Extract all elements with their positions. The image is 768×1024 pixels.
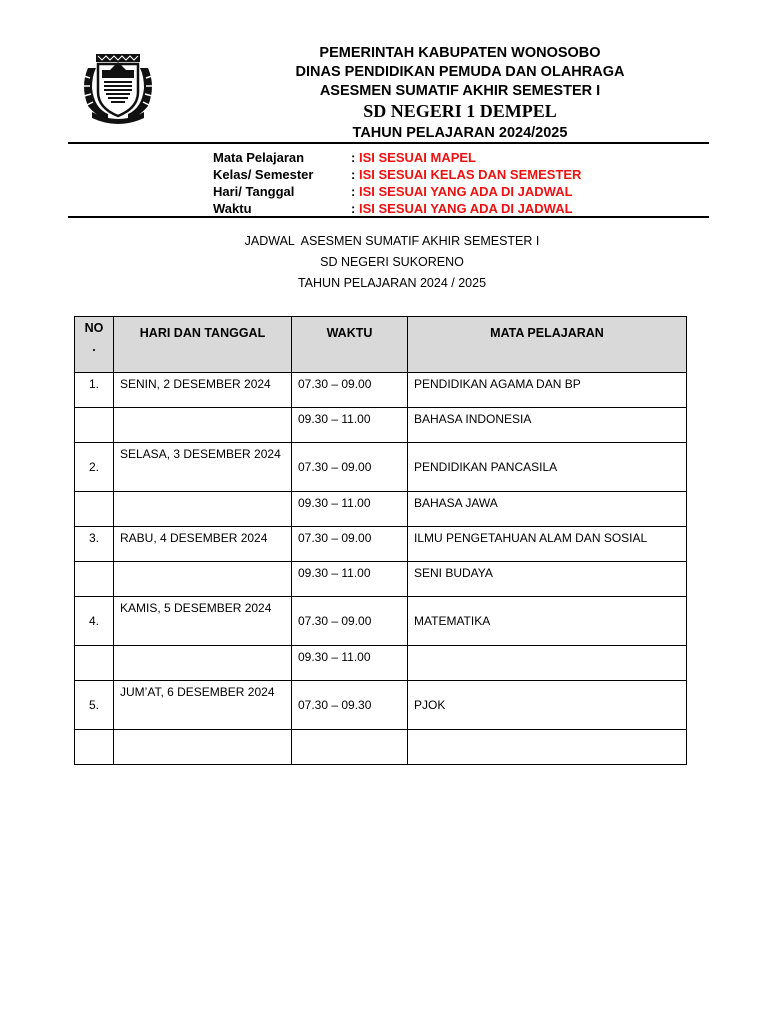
info-value: ISI SESUAI MAPEL: [358, 150, 476, 165]
info-value: ISI SESUAI KELAS DAN SEMESTER: [358, 167, 582, 182]
header-subject: MATA PELAJARAN: [408, 317, 687, 373]
row-subject: BAHASA INDONESIA: [408, 408, 687, 443]
info-row-subject: [213, 149, 581, 166]
exam-name: ASESMEN SUMATIF AKHIR SEMESTER I: [319, 83, 601, 99]
info-colon: :: [351, 167, 356, 182]
row-subject: ILMU PENGETAHUAN ALAM DAN SOSIAL: [408, 527, 687, 562]
table-row: [75, 373, 687, 408]
info-colon: :: [351, 150, 356, 165]
schedule-title-line: JADWAL ASESMEN SUMATIF AKHIR SEMESTER I: [244, 234, 540, 248]
info-row-date: [213, 183, 581, 200]
row-no: [75, 562, 114, 597]
row-day: [114, 730, 292, 765]
row-subject: MATEMATIKA: [408, 597, 687, 646]
row-time: 09.30 – 11.00: [292, 492, 408, 527]
row-day: SENIN, 2 DESEMBER 2024: [114, 373, 292, 408]
row-subject: [408, 646, 687, 681]
header-divider: [68, 142, 709, 144]
row-day: SELASA, 3 DESEMBER 2024: [114, 443, 292, 492]
info-label: Kelas/ Semester: [213, 167, 314, 182]
schedule-table: [74, 316, 687, 765]
row-subject: SENI BUDAYA: [408, 562, 687, 597]
schedule-title: [70, 231, 714, 294]
row-time: 09.30 – 11.00: [292, 646, 408, 681]
row-no: 1.: [75, 373, 114, 408]
header-no: NO .: [75, 317, 114, 373]
row-subject: [408, 730, 687, 765]
row-time: 07.30 – 09.00: [292, 597, 408, 646]
table-row: [75, 408, 687, 443]
info-label: Waktu: [213, 201, 252, 216]
row-no: 5.: [75, 681, 114, 730]
info-divider: [68, 216, 709, 218]
row-time: 09.30 – 11.00: [292, 408, 408, 443]
row-no: [75, 492, 114, 527]
row-no: [75, 408, 114, 443]
row-subject: PJOK: [408, 681, 687, 730]
row-day: KAMIS, 5 DESEMBER 2024: [114, 597, 292, 646]
info-label: Hari/ Tanggal: [213, 184, 295, 199]
table-row: [75, 443, 687, 492]
row-day: [114, 408, 292, 443]
row-subject: BAHASA JAWA: [408, 492, 687, 527]
letterhead: [190, 44, 730, 144]
exam-info: [213, 149, 581, 217]
table-row: [75, 646, 687, 681]
regency-crest-icon: [78, 48, 158, 124]
schedule-year: TAHUN PELAJARAN 2024 / 2025: [297, 276, 487, 290]
row-time: 07.30 – 09.00: [292, 373, 408, 408]
department-name: DINAS PENDIDIKAN PEMUDA DAN OLAHRAGA: [295, 64, 625, 80]
info-row-time: [213, 200, 581, 217]
government-name: PEMERINTAH KABUPATEN WONOSOBO: [319, 45, 601, 61]
row-no: [75, 730, 114, 765]
table-row: [75, 527, 687, 562]
table-row: [75, 597, 687, 646]
table-row: [75, 492, 687, 527]
row-subject: PENDIDIKAN AGAMA DAN BP: [408, 373, 687, 408]
table-row: [75, 562, 687, 597]
row-no: 4.: [75, 597, 114, 646]
table-row: [75, 681, 687, 730]
schedule-school: SD NEGERI SUKORENO: [320, 255, 464, 269]
row-subject: PENDIDIKAN PANCASILA: [408, 443, 687, 492]
row-day: [114, 492, 292, 527]
header-day: HARI DAN TANGGAL: [114, 317, 292, 373]
info-value: ISI SESUAI YANG ADA DI JADWAL: [358, 184, 573, 199]
table-header-row: [75, 317, 687, 373]
row-time: [292, 730, 408, 765]
row-time: 07.30 – 09.00: [292, 443, 408, 492]
row-no: 2.: [75, 443, 114, 492]
info-row-class: [213, 166, 581, 183]
row-time: 07.30 – 09.30: [292, 681, 408, 730]
row-day: JUM’AT, 6 DESEMBER 2024: [114, 681, 292, 730]
academic-year: TAHUN PELAJARAN 2024/2025: [352, 125, 568, 141]
row-time: 07.30 – 09.00: [292, 527, 408, 562]
info-label: Mata Pelajaran: [213, 150, 305, 165]
info-colon: :: [351, 184, 356, 199]
header-time: WAKTU: [292, 317, 408, 373]
school-name: SD NEGERI 1 DEMPEL: [363, 101, 557, 121]
info-colon: :: [351, 201, 356, 216]
row-time: 09.30 – 11.00: [292, 562, 408, 597]
info-value: ISI SESUAI YANG ADA DI JADWAL: [358, 201, 573, 216]
row-no: [75, 646, 114, 681]
table-row: [75, 730, 687, 765]
row-day: [114, 562, 292, 597]
row-day: RABU, 4 DESEMBER 2024: [114, 527, 292, 562]
row-day: [114, 646, 292, 681]
row-no: 3.: [75, 527, 114, 562]
